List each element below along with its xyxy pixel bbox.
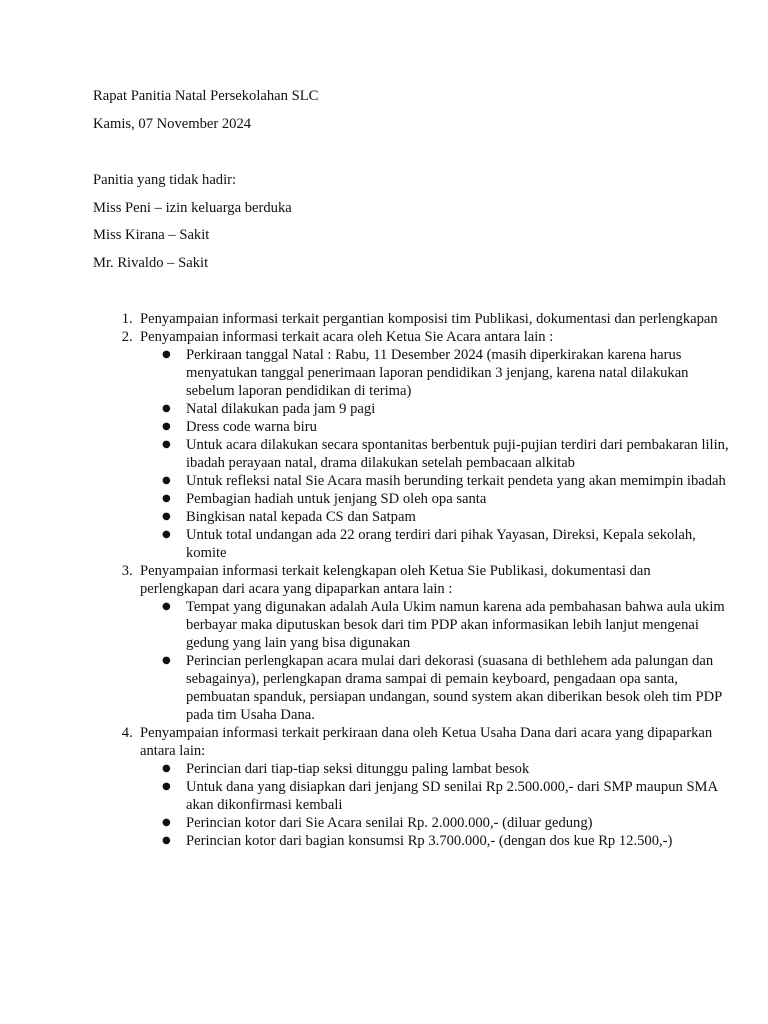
subitem: ● Perincian dari tiap-tiap seksi ditunggu paling lambat besok [186,760,730,778]
agenda-list [93,310,730,850]
subitem: ● Perincian kotor dari bagian konsumsi Rp 3.700.000,- (dengan dos kue Rp 12.500,-) [186,832,730,850]
subitem: ● Bingkisan natal kepada CS dan Satpam [186,508,730,526]
agenda-subitems [140,598,730,724]
subitem: ● Untuk refleksi natal Sie Acara masih berunding terkait pendeta yang akan memimpin ibadah [186,472,730,490]
agenda-item-text: Penyampaian informasi terkait pergantian komposisi tim Publikasi, dokumentasi dan perlengkapan [140,311,718,327]
agenda-item-text: Penyampaian informasi terkait kelengkapan oleh Ketua Sie Publikasi, dokumentasi dan perlengkapan dari acara yang dipaparkan antara lain : [140,563,651,597]
absent-heading: Panitia yang tidak hadir: [93,172,237,188]
agenda-item-text: Penyampaian informasi terkait acara oleh Ketua Sie Acara antara lain : [140,329,554,345]
absent-person: Miss Peni – izin keluarga berduka [93,200,292,216]
agenda-item [140,724,730,850]
subitem: ● Perincian kotor dari Sie Acara senilai Rp. 2.000.000,- (diluar gedung) [186,814,730,832]
agenda-item [140,310,730,328]
meeting-date: Kamis, 07 November 2024 [93,116,252,132]
subitem: ● Tempat yang digunakan adalah Aula Ukim namun karena ada pembahasan bahwa aula ukim berbayar maka diputuskan besok dari tim PDP akan informasikan lebih lanjut mengenai gedung yang lain yang bisa digunakan [186,598,730,652]
subitem: ● Dress code warna biru [186,418,730,436]
subitem: ● Untuk dana yang disiapkan dari jenjang SD senilai Rp 2.500.000,- dari SMP maupun SMA akan dikonfirmasi kembali [186,778,730,814]
subitem: ● Untuk acara dilakukan secara spontanitas berbentuk puji-pujian terdiri dari pembakaran lilin, ibadah perayaan natal, drama dilakukan setelah pembacaan alkitab [186,436,730,472]
subitem: ● Natal dilakukan pada jam 9 pagi [186,400,730,418]
agenda-item-text: Penyampaian informasi terkait perkiraan dana oleh Ketua Usaha Dana dari acara yang dipaparkan antara lain: [140,725,713,759]
meeting-title: Rapat Panitia Natal Persekolahan SLC [93,88,319,104]
subitem: ● Perincian perlengkapan acara mulai dari dekorasi (suasana di bethlehem ada palungan dan sebagainya), perlengkapan drama sampai di pemain keyboard, pengadaan opa santa, pembuatan spanduk, persiapan undangan, sound system akan diberikan besok oleh tim PDP pada tim Usaha Dana. [186,652,730,724]
agenda-item [140,562,730,724]
absent-person: Miss Kirana – Sakit [93,227,210,243]
agenda-subitems [140,760,730,850]
subitem: ● Pembagian hadiah untuk jenjang SD oleh opa santa [186,490,730,508]
agenda-subitems [140,346,730,562]
subitem: ● Perkiraan tanggal Natal : Rabu, 11 Desember 2024 (masih diperkirakan karena harus menyatukan tanggal penerimaan laporan pendidikan 3 jenjang, karena natal dilakukan sebelum laporan pendidikan di terima) [186,346,730,400]
agenda-item [140,328,730,562]
absent-person: Mr. Rivaldo – Sakit [93,255,209,271]
subitem: ● Untuk total undangan ada 22 orang terdiri dari pihak Yayasan, Direksi, Kepala sekolah, komite [186,526,730,562]
